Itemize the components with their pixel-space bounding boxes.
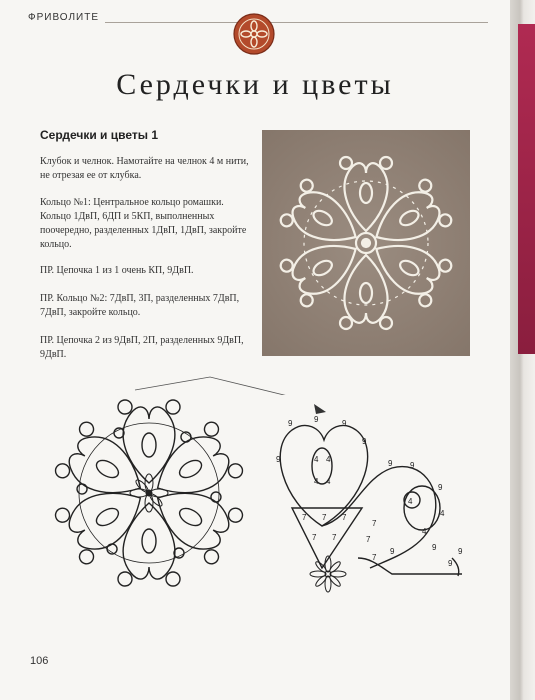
diagram-count-label: 4: [326, 455, 331, 464]
instruction-paragraph: ПР. Кольцо №2: 7ДвП, 3П, разделенных 7ДвП, 7ДвП, закройте кольцо.: [40, 293, 240, 318]
diagram-count-label: 9: [314, 415, 319, 424]
diagram-count-label: 9: [288, 419, 293, 428]
lace-motif-photo: [262, 130, 470, 356]
page-title: Сердечки и цветы: [116, 68, 394, 101]
instruction-paragraph: Клубок и челнок. Намотайте на челнок 4 м нити, не отрезая ее от клубка.: [40, 156, 249, 181]
diagram-count-label: 9: [388, 459, 393, 468]
diagram-count-label: 7: [372, 553, 377, 562]
instruction-paragraph: ПР. Цепочка 2 из 9ДвП, 2П, разделенных 9ДвП, 9ДвП.: [40, 335, 244, 360]
page-number: 106: [30, 655, 49, 667]
diagram-count-label: 4: [314, 477, 319, 486]
diagram-count-label: 4: [326, 477, 331, 486]
diagram-count-label: 7: [372, 519, 377, 528]
section-label: ФРИВОЛИТЕ: [28, 12, 105, 23]
pattern-title: Сердечки и цветы 1: [40, 128, 159, 142]
diagram-count-label: 9: [458, 547, 463, 556]
diagram-count-label: 9: [438, 483, 443, 492]
diagram-count-label: 9: [410, 461, 415, 470]
diagram-count-label: 7: [312, 533, 317, 542]
diagram-count-label: 7: [322, 513, 327, 522]
lace-medallion-logo: [232, 12, 276, 56]
diagram-count-label: 4: [408, 497, 413, 506]
instruction-paragraph: ПР. Цепочка 1 из 1 очень КП, 9ДвП.: [40, 265, 194, 276]
step-diagram: [262, 408, 472, 598]
diagram-count-label: 9: [362, 437, 367, 446]
diagram-count-label: 7: [302, 513, 307, 522]
diagram-count-label: 9: [448, 559, 453, 568]
diagram-count-label: 9: [432, 543, 437, 552]
instruction-paragraph: Кольцо №1: Центральное кольцо ромашки. Кольцо 1ДвП, 6ДП и 5КП, выполненных поочередно, разделенных 1ДвП, 1ДвП, закройте кольцо.: [40, 197, 247, 250]
diagram-count-label: 7: [342, 513, 347, 522]
diagram-count-label: 4: [440, 509, 445, 518]
next-page-edge: [518, 24, 535, 354]
diagram-count-label: 9: [390, 547, 395, 556]
diagram-count-label: 4: [422, 527, 427, 536]
diagram-count-label: 4: [314, 455, 319, 464]
lace-photo: [262, 130, 470, 356]
diagram-count-label: 7: [366, 535, 371, 544]
full-motif-diagram: [44, 388, 254, 598]
diagram-count-label: 7: [332, 533, 337, 542]
diagram-count-label: 9: [276, 455, 281, 464]
diagram-count-label: 9: [342, 419, 347, 428]
